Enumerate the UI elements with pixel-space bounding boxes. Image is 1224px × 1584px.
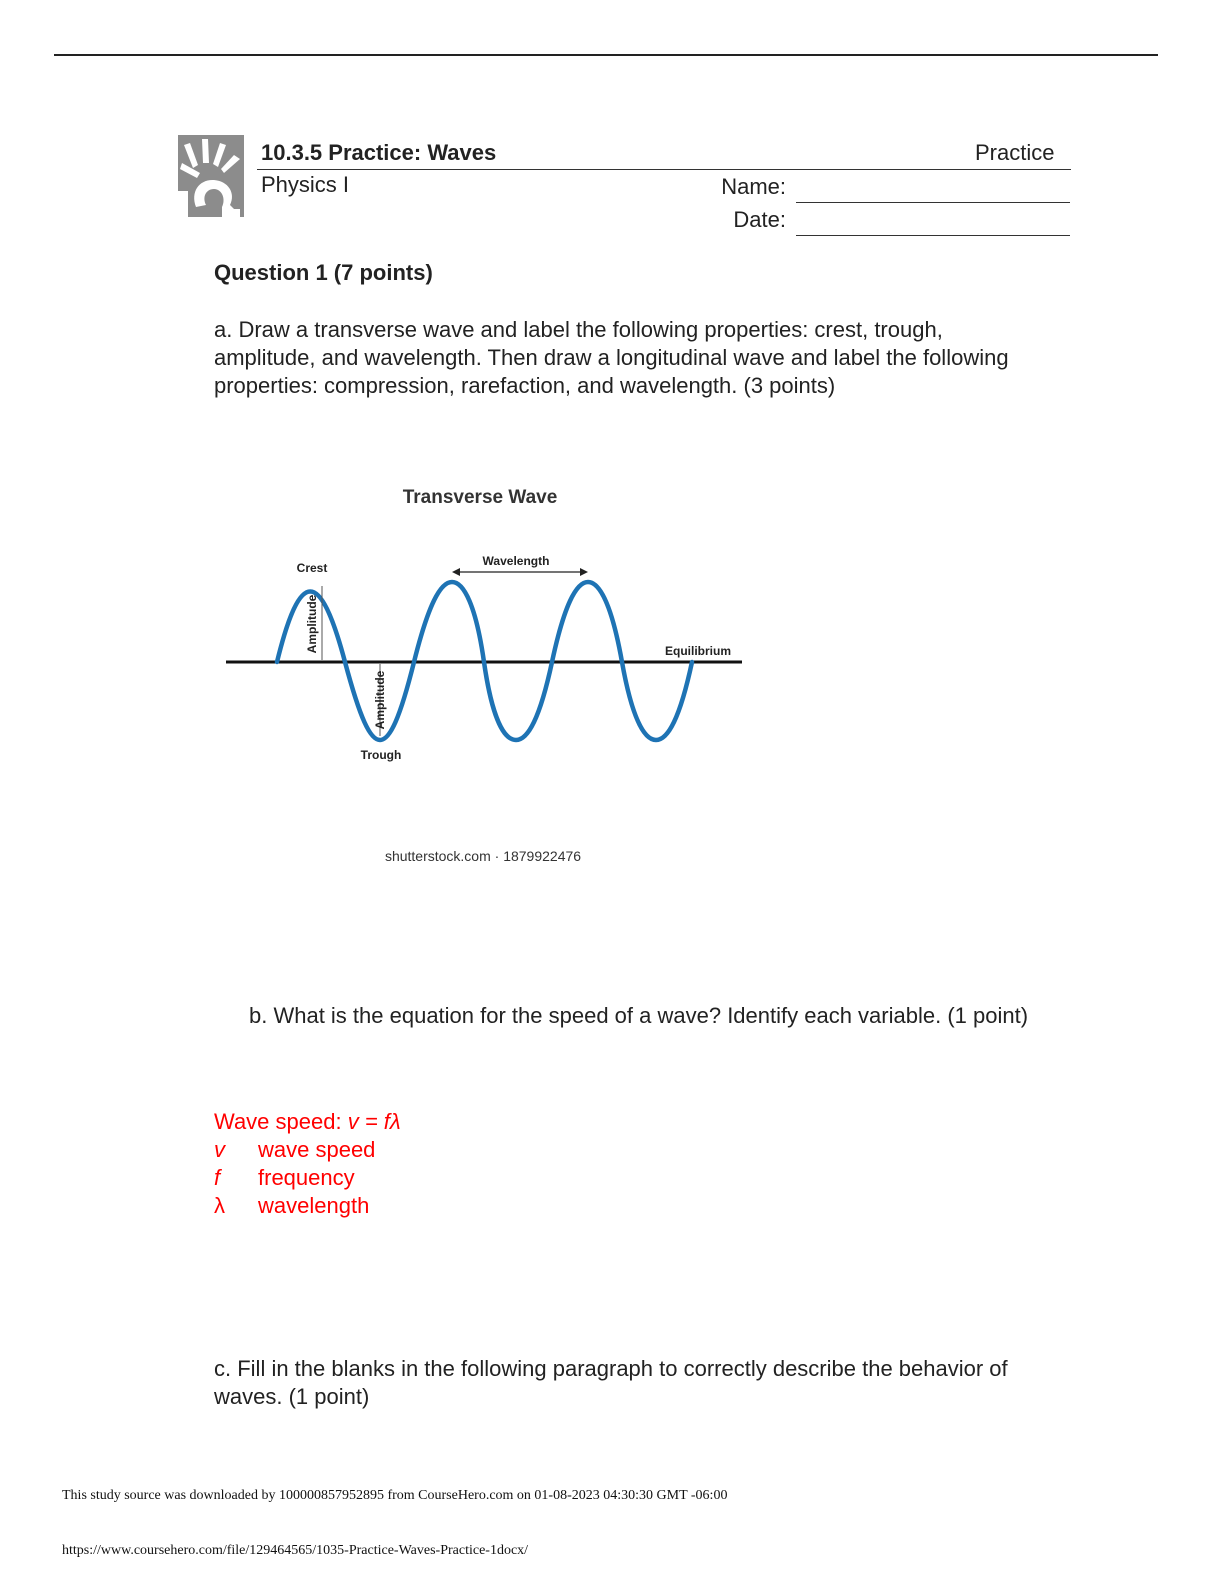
- question-heading: Question 1 (7 points): [214, 260, 433, 285]
- answer-variable-row: [214, 1192, 369, 1220]
- document-kind: Practice: [975, 140, 1055, 165]
- variable-meaning: wavelength: [258, 1193, 370, 1218]
- variable-meaning: wave speed: [258, 1137, 376, 1162]
- question-part-a: a. Draw a transverse wave and label the following properties: crest, trough, amplitude, and wavelength. Then draw a longitudinal wave and label the following properties: compression, rarefaction, and wavelength. (3 points): [214, 317, 1009, 398]
- wavelength-arrow-right-head: [580, 568, 588, 576]
- trough-label: Trough: [360, 748, 402, 762]
- answer-equation: [214, 1108, 401, 1136]
- amplitude-top-label: Amplitude: [305, 594, 319, 654]
- sunburst-logo-icon: [178, 135, 244, 217]
- variable-symbol: λ: [214, 1193, 225, 1218]
- download-note: This study source was downloaded by 100000857952895 from CourseHero.com on 01-08-2023 04:30:30 GMT -06:00: [62, 1488, 728, 1503]
- wavelength-label: Wavelength: [482, 554, 550, 568]
- answer-equation-formula: v = fλ: [347, 1109, 401, 1134]
- name-field[interactable]: [796, 202, 1070, 203]
- name-label: Name:: [721, 174, 786, 199]
- answer-variable-row: [214, 1136, 375, 1164]
- source-url[interactable]: https://www.coursehero.com/file/129464565/1035-Practice-Waves-Practice-1docx/: [62, 1543, 529, 1558]
- figure-title: Transverse Wave: [402, 487, 558, 508]
- variable-meaning: frequency: [258, 1165, 355, 1190]
- variable-symbol: f: [214, 1165, 221, 1190]
- date-label: Date:: [733, 207, 786, 232]
- transverse-wave-diagram: [220, 478, 760, 878]
- wavelength-arrow-left-head: [452, 568, 460, 576]
- date-field[interactable]: [796, 235, 1070, 236]
- variable-symbol: v: [214, 1137, 225, 1162]
- question-part-c: c. Fill in the blanks in the following paragraph to correctly describe the behavior of waves. (1 point): [214, 1356, 1008, 1409]
- course-name: Physics I: [261, 172, 350, 197]
- answer-variable-row: [214, 1164, 355, 1192]
- crest-label: Crest: [296, 561, 328, 575]
- transverse-wave-figure: [220, 478, 760, 883]
- top-rule: [54, 54, 1158, 56]
- image-credit: shutterstock.com · 1879922476: [384, 848, 582, 864]
- amplitude-bottom-label: Amplitude: [373, 670, 387, 730]
- question-part-b: b. What is the equation for the speed of a wave? Identify each variable. (1 point): [249, 1003, 1029, 1028]
- header-rule: [257, 169, 1071, 170]
- answer-equation-label: Wave speed:: [214, 1109, 348, 1134]
- page-title: 10.3.5 Practice: Waves: [261, 140, 497, 165]
- equilibrium-label: Equilibrium: [665, 644, 731, 658]
